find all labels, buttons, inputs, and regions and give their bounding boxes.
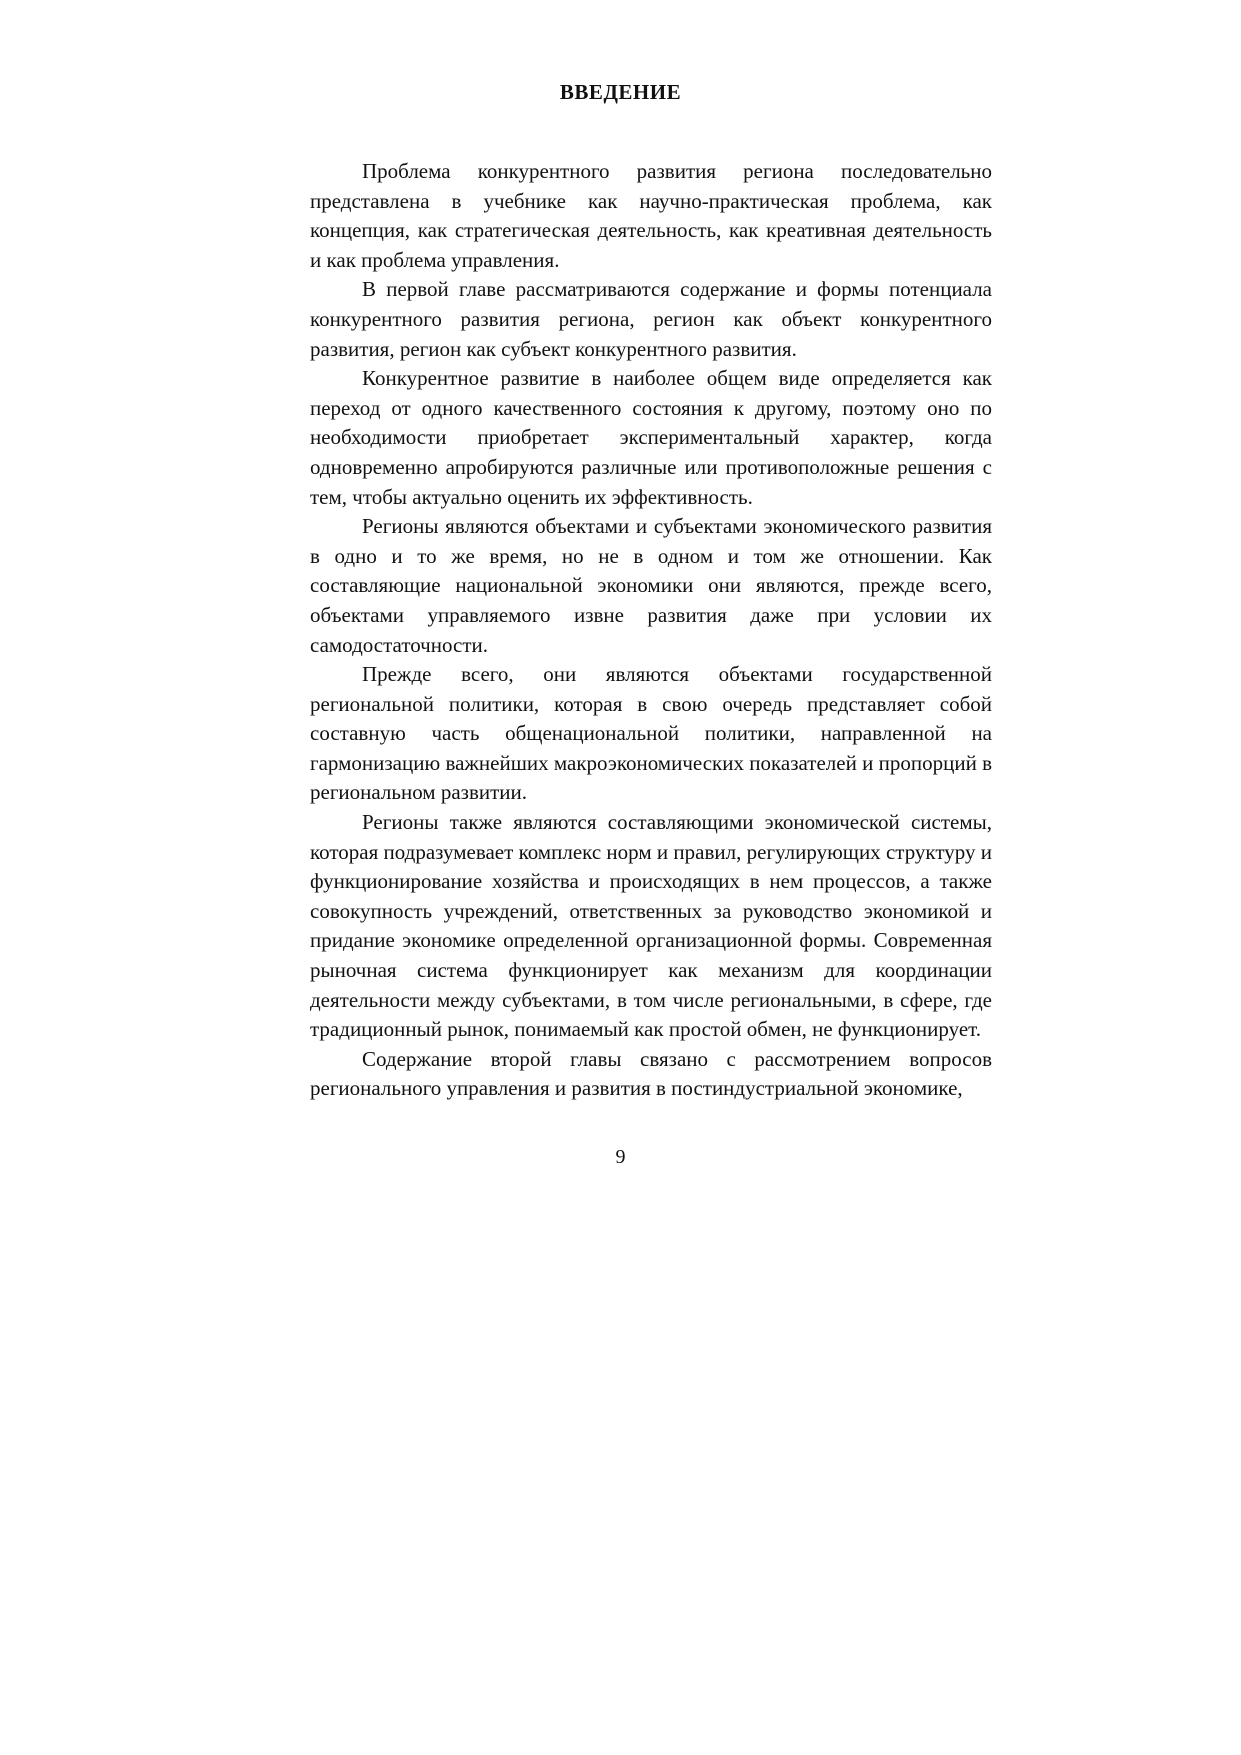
- paragraph: Прежде всего, они являются объектами государственной региональной политики, которая в свою очередь представляет собой составную часть общенациональной политики, направленной на гармонизацию важнейших макроэкономических показателей и пропорций в региональном развитии.: [310, 662, 992, 805]
- paragraph: Содержание второй главы связано с рассмотрением вопросов регионального управления и развития в постиндустриальной экономике,: [310, 1046, 992, 1101]
- paragraph: Проблема конкурентного развития региона последовательно представлена в учебнике как научно-практическая проблема, как концепция, как стратегическая деятельность, как креативная деятельность и как проблема управления.: [310, 159, 992, 272]
- paragraph: В первой главе рассматриваются содержание и формы потенциала конкурентного развития региона, регион как объект конкурентного развития, регион как субъект конкурентного развития.: [310, 277, 992, 361]
- paragraph: Регионы также являются составляющими экономической системы, которая подразумевает комплекс норм и правил, регулирующих структуру и функционирование хозяйства и происходящих в нем процессов, а также совокупность учреждений, ответственных за руководство экономикой и придание экономике определенной организационной формы. Современная рыночная система функционирует как механизм для координации деятельности между субъектами, в том числе региональными, в сфере, где традиционный рынок, понимаемый как простой обмен, не функционирует.: [310, 810, 992, 1042]
- paragraph: Регионы являются объектами и субъектами экономического развития в одно и то же время, но не в одном и том же отношении. Как составляющие национальной экономики они являются, прежде всего, объектами управляемого извне развития даже при условии их самодостаточности.: [310, 514, 992, 657]
- paragraph: Конкурентное развитие в наиболее общем виде определяется как переход от одного качественного состояния к другому, поэтому оно по необходимости приобретает экспериментальный характер, когда одновременно апробируются различные или противоположные решения с тем, чтобы актуально оценить их эффективность.: [310, 366, 992, 509]
- page-title: ВВЕДЕНИЕ: [559, 80, 682, 104]
- page-number: 9: [615, 1146, 626, 1168]
- body-text: [310, 157, 992, 1104]
